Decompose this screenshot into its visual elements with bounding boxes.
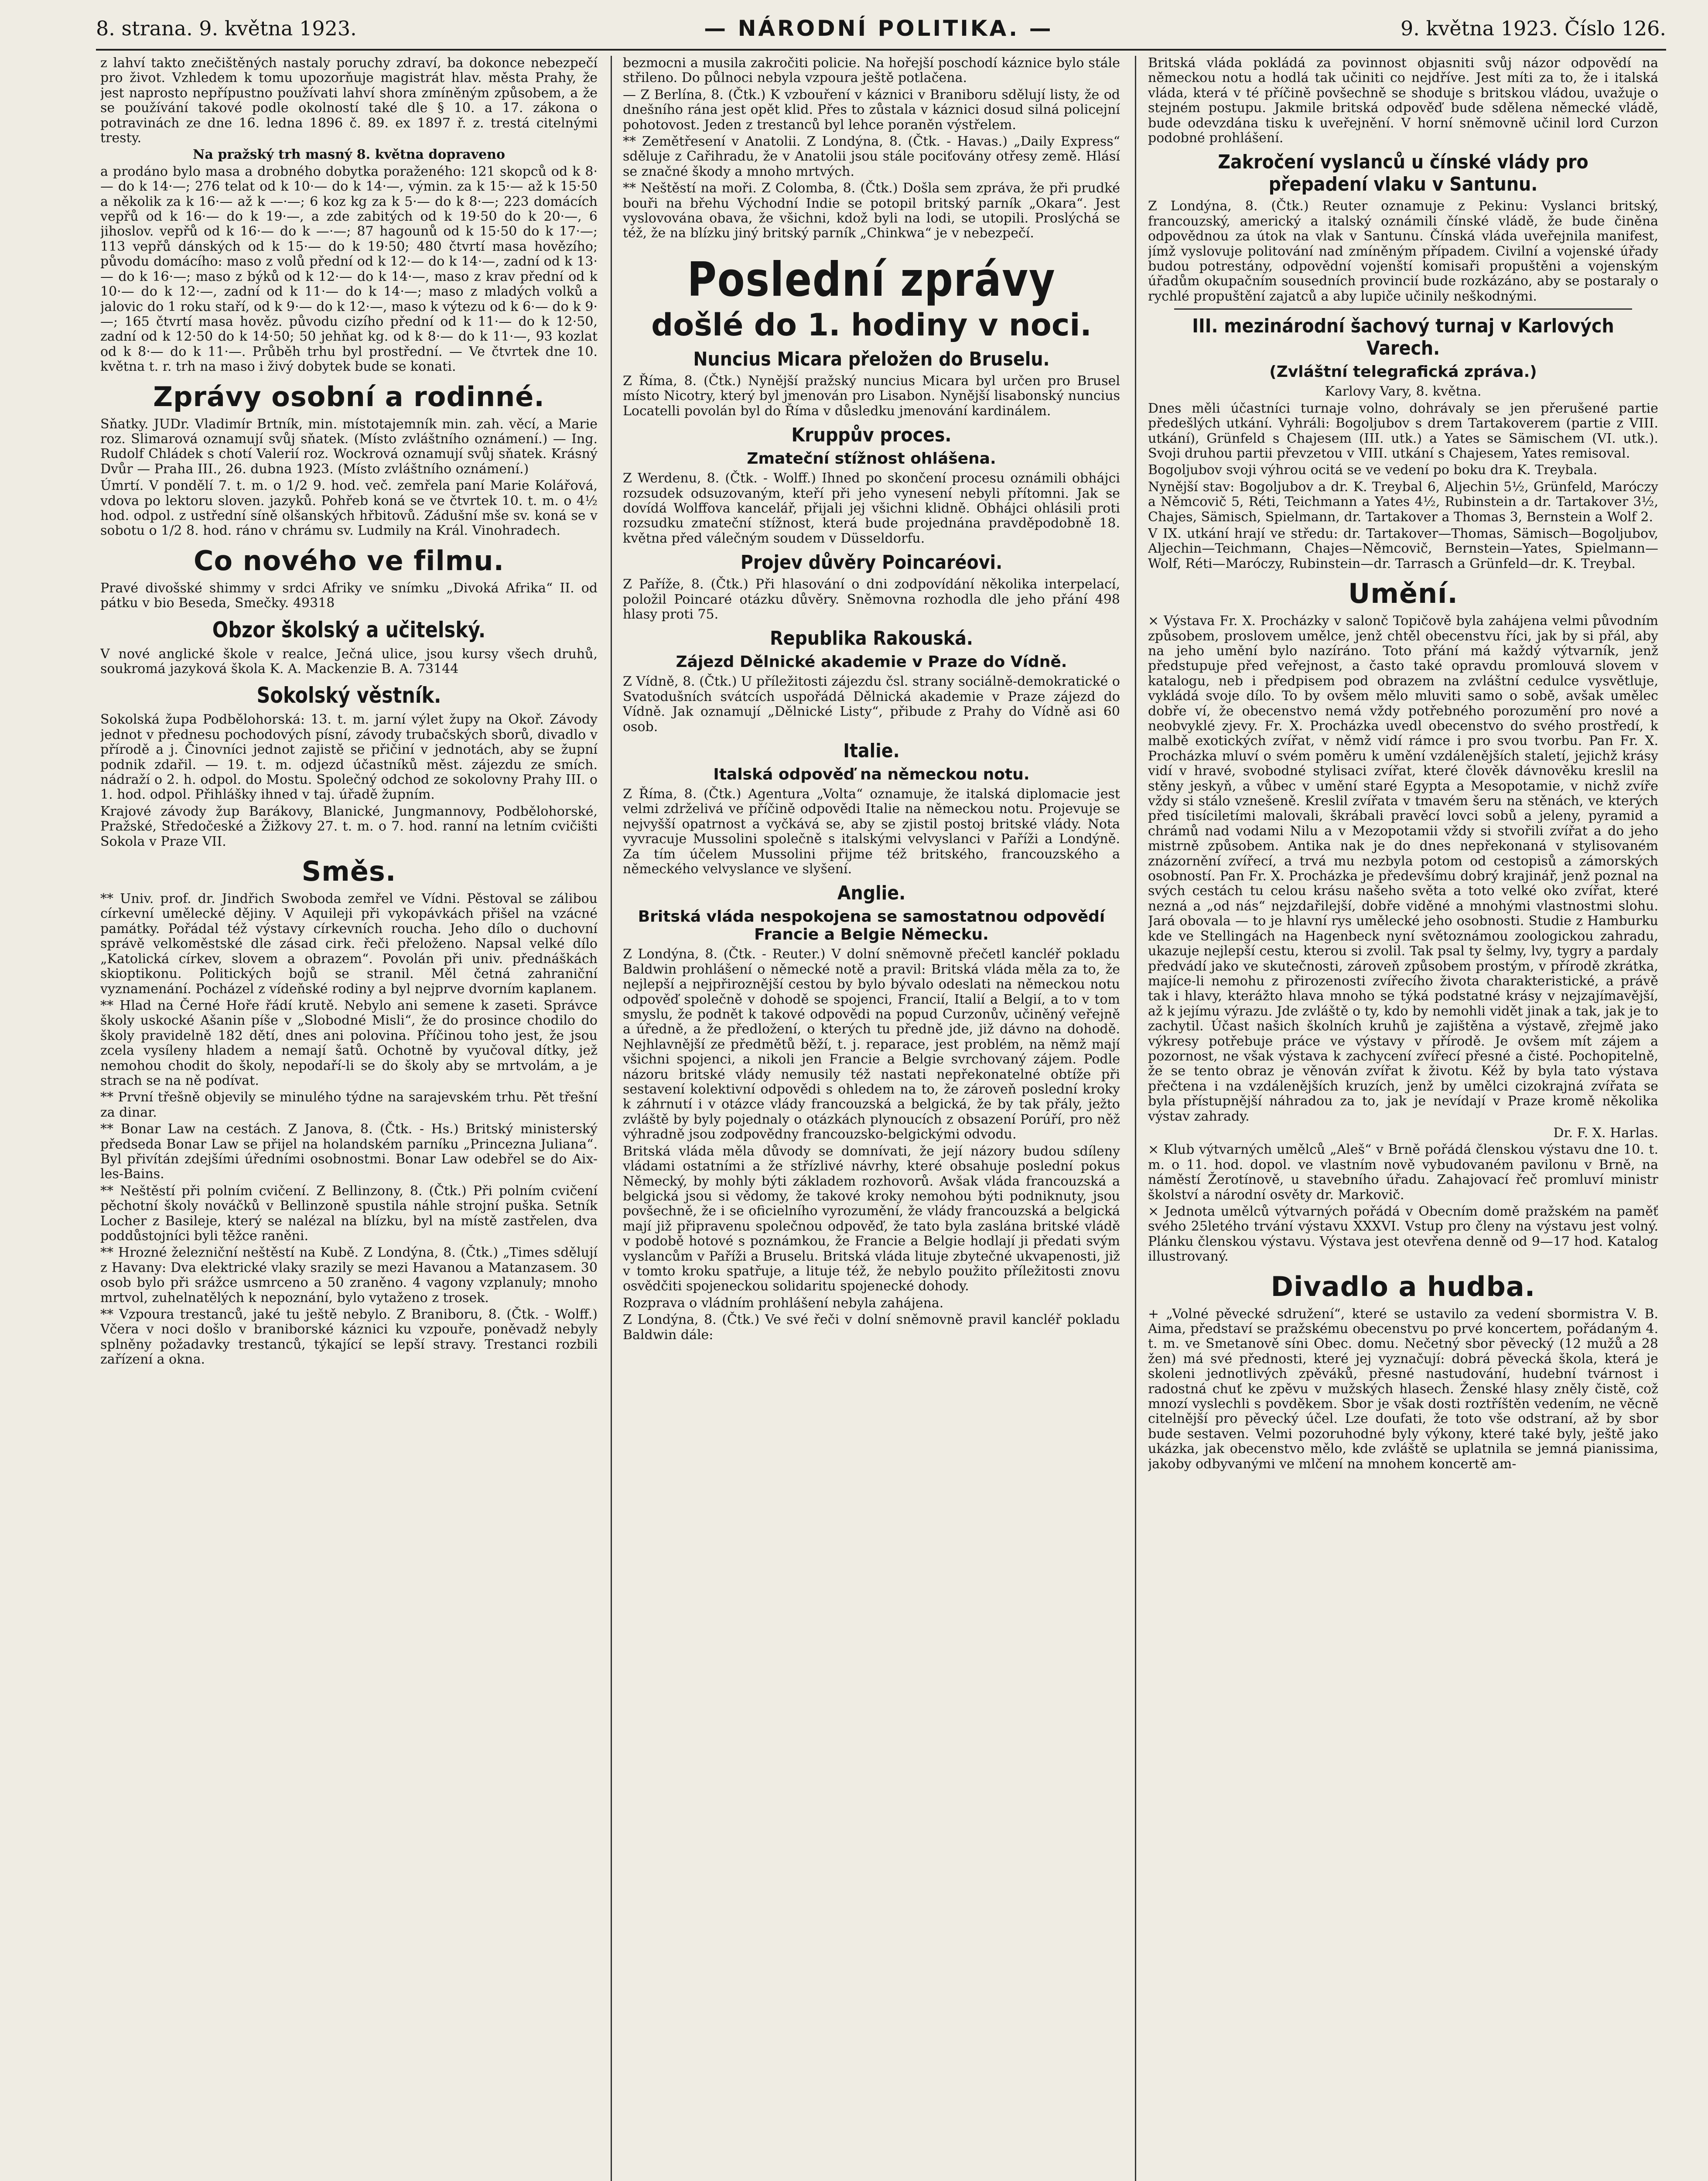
paragraph: Z Paříže, 8. (Čtk.) Při hlasování o dni zodpovídání několika interpelací, položil Poincaré otázku důvěry. Sněmovna rozhodla dle jeho přání 498 hlasy proti 75. [623, 577, 1120, 622]
paragraph: Rozprava o vládním prohlášení nebyla zahájena. [623, 1295, 944, 1311]
article-heading: Italie. [843, 739, 900, 762]
header-right: 9. května 1923. Číslo 126. [1400, 17, 1666, 40]
paragraph: ** Zemětřesení v Anatolii. Z Londýna, 8. (Čtk. - Havas.) „Daily Express“ sděluje z Cařihradu, že v Anatolii jsou stále pociťovány otřesy země. Hlásí se značné škody a mnoho mrtvých. [623, 134, 1120, 179]
section-heading: Obzor školský a učitelský. [212, 617, 486, 643]
paragraph: ** Vzpoura trestanců, jaké tu ještě nebylo. Z Braniboru, 8. (Čtk. - Wolff.) Včera v noci došlo v braniborské káznici ku vzpouře, poněvadž nebyly splněny požadavky trestanců, týkající se lepší stravy. Trestanci rozbili zařízení a okna. [100, 1307, 598, 1367]
section-heading: Zprávy osobní a rodinné. [153, 380, 545, 413]
paragraph: ** Hlad na Černé Hoře řádí krutě. Nebylo ani semene k zaseti. Správce školy uskocké Ašanin píše v „Slobodné Misli“, že do prosince chodilo do školy pravidelně 182 dětí, dnes ani polovina. Příčinou toho jest, že jsou zcela vysíleny hladem a nemají šatů. Ochotně by vyučoval dítky, jež nemohou chodit do školy, nepodaří-li se do školy aby se mrtvolám, a je strach se na ně podívat. [100, 998, 598, 1088]
paragraph: Z Londýna, 8. (Čtk.) Ve své řeči v dolní sněmovně pravil kancléř pokladu Baldwin dále: [623, 1312, 1120, 1343]
header-left: 8. strana. 9. května 1923. [96, 17, 357, 40]
section-heading: Poslední zprávy [687, 252, 1056, 307]
section-heading: Směs. [301, 855, 396, 888]
paragraph: bezmocni a musila zakročiti policie. Na hořejší poschodí káznice bylo stále střileno. Do půlnoci nebyla vzpoura ještě potlačena. [623, 56, 1120, 86]
paragraph: Sňatky. JUDr. Vladimír Brtník, min. místotajemník min. zah. věcí, a Marie roz. Slimarová oznamují svůj sňatek. (Místo zvláštního oznámení.) — Ing. Rudolf Chládek s chotí Valerií roz. Wockrová oznamují svůj sňatek. Krásný Dvůr — Praha III., 26. dubna 1923. (Místo zvláštního oznámení.) [100, 416, 598, 477]
header-rule [96, 49, 1666, 51]
paragraph: × Klub výtvarných umělců „Aleš“ v Brně pořádá členskou výstavu dne 10. t. m. o 11. hod. dopol. ve vlastním nově vybudovaném pavilonu v Brně, na náměstí Žerotínově, u stavebního úřadu. Zahajovací řeč promluví ministr školství a národní osvěty dr. Markovič. [1148, 1142, 1658, 1203]
article-heading: Projev důvěry Poincaréovi. [740, 551, 1003, 574]
article-subheading: Italská odpověď na německou notu. [713, 765, 1030, 783]
paragraph: Krajové závody žup Barákovy, Blanické, Jungmannovy, Podbělohorské, Pražské, Středočeské a Žižkovy 27. t. m. o 7. hod. ranní na letním cvičišti Sokola v Praze VII. [100, 803, 598, 849]
paragraph: ** Univ. prof. dr. Jindřich Swoboda zemřel ve Vídni. Pěstoval se zálibou církevní umělecké dějiny. V Aquileji při vykopávkách přišel na vzácné památky. Pořádal též výstavy církevních roucha. Jeho dílo o duchovní správě velkoměstské dle zásad cirk. řeči přeloženo. Napsal velké dílo „Katolická církev, slovem a obrazem“. Povolán při univ. přednáškách skioptikonu. Politických bojů se stranil. Měl četná zahraniční vyznamenání. Pocházel z vídeňské rodiny a byl nejprve dvorním kaplanem. [100, 891, 598, 997]
paragraph: ** Neštěstí na moři. Z Colomba, 8. (Čtk.) Došla sem zpráva, že při prudké bouři na břehu Východní Indie se potopil britský parník „Okara“. Jest vyslovována obava, že všichni, kdož byli na lodi, se utopili. Proslýchá se též, že na blízku jiný britský parník „Chinkwa“ je v nebezpečí. [623, 181, 1120, 241]
article-heading: Zakročení vyslanců u čínské vlády pro přepadení vlaku v Santunu. [1218, 151, 1588, 196]
paragraph: Dnes měli účastníci turnaje volno, dohrávaly se jen přerušené partie předešlých utkání. Vyhráli: Bogoljubov s drem Tartakoverem (partie z VIII. utkání), Grünfeld s Chajesem (III. utk.) a Yates se Sämischem (VI. utk.). Svoji druhou partii převzetou v VIII. utkání s Chajesem, Yates remisoval. [1148, 400, 1658, 461]
signature: Dr. F. X. Harlas. [1553, 1125, 1658, 1141]
divider [1174, 308, 1632, 310]
masthead: — NÁRODNÍ POLITIKA. — [704, 16, 1053, 41]
paragraph: Z Londýna, 8. (Čtk.) Reuter oznamuje z Pekinu: Vyslanci britský, francouzský, americký a italský oznámili čínské vládě, že bude činěna odpovědnou za útok na vlak v Santunu. Čínská vláda uveřejnila manifest, jímž vyslovuje politování nad zmíněným případem. Civilní a vojenské úřady budou potrestány, odpovědní vojenští komisaři propuštěni a vojenským úřadům okupačním sousedních provincií bude rozkázáno, aby se postaraly o rychlé propuštění zajatců a aby lupiče učinily neškodnými. [1148, 198, 1658, 304]
paragraph: Z Říma, 8. (Čtk.) Agentura „Volta“ oznamuje, že italská diplomacie jest velmi zdrželivá ve příčině odpovědi Italie na německou notu. Projevuje se nejvyšší opatrnost a vyčkává se, aby se zjistil postoj britské vlády. Nota vyvracuje Mussolini společně s italskými velvyslanci v Paříži a Londýně. Za tím účelem Mussolini přijme též britského, francouzského a německého velvyslance ve slyšení. [623, 786, 1120, 877]
section-heading: Co nového ve filmu. [193, 544, 505, 577]
paragraph: Pravé divošské shimmy v srdci Afriky ve snímku „Divoká Afrika“ II. od pátku v bio Beseda, Smečky. 49318 [100, 580, 598, 611]
article-subheading: Zájezd Dělnické akademie v Praze do Vídně. [676, 653, 1067, 671]
article-heading: III. mezinárodní šachový turnaj v Karlových Varech. [1192, 315, 1614, 360]
paragraph: V IX. utkání hrají ve středu: dr. Tartakover—Thomas, Sämisch—Bogoljubov, Aljechin—Teichmann, Chajes—Němcovič, Bernstein—Yates, Spielmann—Wolf, Réti—Maróczy, Rubinstein—dr. Tarrasch a Grünfeld—dr. K. Treybal. [1148, 526, 1658, 571]
article-heading: Nuncius Micara přeložen do Bruselu. [693, 348, 1050, 370]
article-heading: Republika Rakouská. [770, 627, 973, 650]
article-subheading: (Zvláštní telegrafická zpráva.) [1269, 363, 1537, 381]
paragraph: V nové anglické škole v realce, Ječná ulice, jsou kursy všech druhů, soukromá jazyková škola K. A. Mackenzie B. A. 73144 [100, 646, 598, 677]
paragraph: ** Bonar Law na cestách. Z Janova, 8. (Čtk. - Hs.) Britský ministerský předseda Bonar Law se přijel na holandském parníku „Princezna Juliana“. Byl přivítán zdejšími úředními osobnostmi. Bonar Law odebřel se do Aix-les-Bains. [100, 1121, 598, 1182]
section-subheading: došlé do 1. hodiny v noci. [651, 307, 1092, 343]
paragraph: a prodáno bylo masa a drobného dobytka poraženého: 121 skopců od k 8·— do k 14·—; 276 telat od k 10·— do k 14·—, výmin. za k 15·— až k 15·50 a několik za k 16·— až k —·—; 6 koz kg za k 5·— do k 8·—; 223 domácích vepřů od k 16·— do k 19·—, a zde zabitých od k 19·50 do k 20·—, 6 jihoslov. vepřů od k 16·— do k —·—; 87 hagounů od k 15·50 do k 17·—; 113 vepřů dánských od k 15·— do k 19·50; 480 čtvrtí masa hovězího; původu domácího: maso z volů přední od k 12·— do k 14·—, zadní od k 13·— do k 16·—; maso z býků od k 12·— do k 14·—, maso z krav přední od k 10·— do k 12·—, zadní od k 11·— do k 14·—; maso z mladých volků a jalovic do 1 roku staří, od k 9·— do k 12·—, maso k výtezu od k 6·— do k 9·—; 165 čtvrtí masa hověz. původu cizího přední od k 11·— do k 12·50, zadní od k 12·50 do k 14·50; 50 jehňat kg. od k 8·— do k 11·—, 93 kozlat od k 8·— do k 11·—. Průběh trhu byl prostřední. — Ve čtvrtek dne 10. května t. r. trh na maso i živý dobytek bude se konati. [100, 164, 598, 375]
paragraph: z lahví takto znečištěných nastaly poruchy zdraví, ba dokonce nebezpečí pro život. Vzhledem k tomu upozorňuje magistrát hlav. města Prahy, že jest naprosto nepřípustno používati lahví shora zmíněným způsobem, a že se používání takové podle okolností také dle § 10. a 17. zákona o potravinách ze dne 16. ledna 1896 č. 89. ex 1897 ř. z. trestá citelnými tresty. [100, 56, 598, 146]
article-heading: Kruppův proces. [791, 424, 952, 447]
paragraph: — Z Berlína, 8. (Čtk.) K vzbouření v káznici v Braniboru sdělují listy, že od dnešního rána jest opět klid. Přes to zůstala v káznici dosud silná policejní pohotovost. Jeden z trestanců byl lehce poraněn výstřelem. [623, 87, 1120, 133]
paragraph: Britská vláda měla důvody se domnívati, že její názory budou sdíleny vládami ostatními a že střízlivé návrhy, které obsahuje poslední pokus Německý, by mohly býti základem rozhovorů. Avšak vláda francouzská a belgická jsou si vědomy, že takové kroky nemohou býti podniknuty, jsou povšechně, že i se oficielního vyrozumění, že vlády francouzská a belgická mají již připravenu společnou odpověď, že tato byla zaslána britské vládě v podobě hotové s poznámkou, že Francie a Belgie hodlají ji předati svým vyslancům v Paříži a Bruselu. Britská vláda lituje zbytečné ukvapenosti, již v tomto kroku spatřuje, a lituje též, že nebylo použito příležitosti znovu osvědčiti spojeneckou solidaritu spojenecké dohody. [623, 1143, 1120, 1294]
column-2 [623, 56, 1120, 2181]
section-heading: Umění. [1348, 578, 1458, 610]
paragraph: + „Volné pěvecké sdružení“, které se ustavilo za vedení sbormistra V. B. Aima, představí se pražskému obecenstvu po prvé koncertem, pořádaným 4. t. m. ve Smetanově síni Obec. domu. Nečetný sbor pěvecký (12 mužů a 28 žen) má své přednosti, které jej vyznačují: dobrá pěvecká škola, která je skoleni jednotlivých zpěváků, přesné nastudování, hudební tvárnost i radostná chuť ke zpěvu v mužských hlasech. Ženské hlasy zněly čistě, což mnozí vyslechli s povděkem. Sbor je však dosti roztříštěn vedením, ne věcně citelnější pro pěvecký účel. Lze doufati, že toto vše odstraní, až by sbor bude sestaven. Velmi pozoruhodné byly výkony, které také byly, ještě jako ukázka, jak obecenstvo mělo, kde zvláště se uplatnila se jemná pianissima, jakoby odbyvanými ve mlčení na mnohem koncertě am- [1148, 1306, 1658, 1472]
paragraph: ** Neštěstí při polním cvičení. Z Bellinzony, 8. (Čtk.) Při polním cvičení pěchotní školy nováčků v Bellinzoně spustila náhle strojní puška. Setník Locher z Basileje, který se nalézal na blízku, byl na místě zastřelen, dva poddůstojníci byli těžce raněni. [100, 1183, 598, 1244]
article-subheading: Britská vláda nespokojena se samostatnou odpovědí Francie a Belgie Německu. [638, 908, 1105, 944]
paragraph: × Jednota umělců výtvarných pořádá v Obecním domě pražském na paměť svého 25letého trvání výstavu XXXVI. Vstup pro členy na výstavu jest volný. Plánku členskou výstavu. Výstava jest otevřena denně od 9—17 hod. Katalog illustrovaný. [1148, 1204, 1658, 1265]
paragraph: × Výstava Fr. X. Procházky v salonč Topičově byla zahájena velmi původním způsobem, proslovem umělce, jenž chtěl obecenstvu říci, jak by si přál, aby na jeho umění bylo nazíráno. Toto přání má každý výtvarník, jenž předstupuje před veřejnost, a často také opravdu promlouvá slovem v katalogu, neb i předpisem pod obrazem na zvláštní cedulce vysvětluje, vykládá svoje dílo. To by ovšem mělo mluviti samo o sobě, avšak umělec dobře ví, že obecenstvo nemá vždy potřebného porozumění pro nové a neobvyklé zjevy. Fr. X. Procházka uvedl obecenstvo do svého prostředí, k malbě exotických zvířat, v němž vidí rámce i pro svou tvorbu. Pan Fr. X. Procházka mluví o svém poměru k umění vzdálenějších staletí, jejichž krásy vidí v hravé, svobodné stylisaci zvířat, které člověk dávnověku kreslil na stěny jeskyň, a vůbec v umění staré Egypta a Mesopotamie, v nichž zvíře vždy si stálo vznešeně. Kreslil zvířata v tmavém šeru na stěnách, ve kterých před tisíciletími malovali, škrábali pravěcí lovci sobů a jeleny, pyramid a chrámů nad vodami Nilu a v Mezopotamii vždy si stvořili zvířat a do jeho mistrně způsobem. Antika nak je do dnes nepřekonaná v stylisovaném znázornění zvířecí, a trvá mu nezbyla potom od cestopisů a zámorských osobností. Pan Fr. X. Procházka je předevšímu dobrý krajinář, jenž poznal na svých cestách tu celou krásu našeho světa a toto velké oko zvířat, které nezná a „od nás“ nejzdařilejší, dobře viděné a mnohými vlastnostmi slohu. Jará obovala — to je hlavní rys umělecké jeho osobnosti. Studie z Hamburku kde ve Stellingách na Hagenbeck nyní světoznámou zoologickou zahradu, ukazuje nejlepší cestu, kterou si zvolil. Tak psal ty šelmy, lvy, tygry a pardaly předvádí jako ve skutečnosti, zároveň způsobem prostým, v přírodě zkrátka, majíce-li nemohu z přirozenosti zvířecího života charakteristické, a právě tak i hlavy, kterážto hlava mnoho se týká podstatné krásy v nejzajímavější, až k jejímu výrazu. Jde zvláště o ty, kdo by nemohli vidět jinak a tak, jak je to zachytil. Účast našich školních kruhů je zajištěna a výstavě, zřejmě jako výkresy potřebuje práce ve výstavy v přírodě. Je ovšem mít zájem a pozornost, ne však výstava k zachycení zvířecí přesné a čisté. Pochopitelně, že se tento obraz je věnován zvířat k životu. Kéž by byla tato výstava přečtena i na vzdálenějších kruzích, jenž by umělci cizokrajná zvířata se byla přístupnější náhradou za to, jak je nevídají v Praze kromě několika výstav zahrady. [1148, 613, 1658, 1124]
dateline: Karlovy Vary, 8. května. [1325, 384, 1482, 400]
paragraph: Britská vláda pokládá za povinnost objasniti svůj názor odpovědí na německou notu a hodlá tak učiniti co nejdříve. Jest míti za to, že i italská vláda, která v té příčině povšechně se shoduje s britskou vládou, uvažuje o stejném postupu. Jakmile britská odpověď bude sdělena německé vládě, bude odevzdána tisku k uveřejnění. V horní sněmovně učinil lord Curzon podobné prohlášení. [1148, 56, 1658, 146]
page-header [96, 9, 1666, 48]
paragraph: ** Hrozné železniční neštěstí na Kubě. Z Londýna, 8. (Čtk.) „Times sdělují z Havany: Dva elektrické vlaky srazily se mezi Havanou a Matanzasem. 30 osob bylo při srážce usmrceno a 50 zraněno. 4 vagony vzplanuly; mnoho mrtvol, zuhelnatělých k nepoznání, bylo vytaženo z trosek. [100, 1245, 598, 1306]
paragraph: Nynější stav: Bogoljubov a dr. K. Treybal 6, Aljechin 5½, Grünfeld, Maróczy a Němcovič 5, Réti, Teichmann a Yates 4½, Rubinstein a dr. Tartakover 3½, Chajes, Sämisch, Spielmann, dr. Tartakover a Thomas 3, Bernstein a Wolf 2. [1148, 479, 1658, 525]
section-heading: Divadlo a hudba. [1271, 1270, 1536, 1302]
paragraph: Úmrtí. V pondělí 7. t. m. o 1/2 9. hod. več. zemřela paní Marie Kolářová, vdova po lektoru sloven. jazyků. Pohřeb koná se ve čtvrtek 10. t. m. o 4½ hod. odpol. z ustřední síně olšanských hřbitovů. Zádušní mše sv. koná se v sobotu o 1/2 8. hod. ráno v chrámu sv. Ludmily na Král. Vinohradech. [100, 478, 598, 539]
subheading: Na pražský trh masný 8. května dopraveno [193, 147, 505, 163]
paragraph: Bogoljubov svoji výhrou ocitá se ve vedení po boku dra K. Treybala. [1148, 462, 1598, 478]
article-subheading: Zmateční stížnost ohlášena. [747, 450, 996, 468]
paragraph: ** První třešně objevily se minulého týdne na sarajevském trhu. Pět třešní za dinar. [100, 1090, 598, 1120]
paragraph: Sokolská župa Podbělohorská: 13. t. m. jarní výlet župy na Okoř. Závody jednot v přednesu pochodových písní, závody trubačských sborů, divadlo v přírodě a j. Činovníci jednot zajistě se přičiní v jednotách, aby se župní podnik zdařil. — 19. t. m. odjezd účastníků měst. zájezdu ze smích. nádraží o 2. h. odpol. do Mostu. Společný odchod ze sokolovny Prahy III. o 1. hod. odpol. Přihlášky ihned v taj. úřadě župním. [100, 712, 598, 803]
paragraph: Z Londýna, 8. (Čtk. - Reuter.) V dolní sněmovně přečetl kancléř pokladu Baldwin prohlášení o německé notě a pravil: Britská vláda měla za to, že nejlepší a nejpřiroznější cestou by bylo bývalo odeslati na německou notu odpověď společně v dohodě se spojenci, Francií, Italií a Belgií, a to v tom smyslu, že podnět k takové odpovědi na popud Curzonův, učiněný veřejně a úředně, a že předložení, o kterých tu předně jde, již dávno na dohodě. Nejhlavnější ze předmětů běží, t. j. reparace, jest problém, na němž mají všichni spojenci, a nikoli jen Francie a Belgie svrchovaný zájem. Podle názoru britské vlády nemusily též nastati nepřekonatelné obtíže při sestavení kolektivní odpovědi s ohledem na to, že zároveň poslední kroky k záhrnutí i v otázce vlády francouzská a belgická, že by tak přály, ježto zvláště by byly pojednaly o otázkách plynoucích z obsazení Porúří, pro něž výhradně jsou zodpovědny francouzsko-belgickými odvodu. [623, 947, 1120, 1142]
paragraph: Z Werdenu, 8. (Čtk. - Wolff.) Ihned po skončení procesu oznámili obhájci rozsudek odsuzovaným, kteří při jeho vynesení nebyli přítomni. Jak se dovídá Wolffova kancelář, přijali jej všichni klidně. Obhájci ohlásili proti rozsudku zmateční stížnost, která bude projednána pravděpodobně 18. května před válečným soudem v Düsseldorfu. [623, 471, 1120, 546]
column-divider [611, 56, 612, 2181]
paragraph: Z Vídně, 8. (Čtk.) U příležitosti zájezdu čsl. strany sociálně-demokratické o Svatodušních svátcích uspořádá Dělnická akademie v Praze zájezd do Vídně. Jak oznamují „Dělnické Listy“, přibude z Prahy do Vídně asi 60 osob. [623, 674, 1120, 735]
column-3 [1148, 56, 1658, 2181]
column-1 [100, 56, 598, 2181]
paragraph: Z Říma, 8. (Čtk.) Nynější pražský nuncius Micara byl určen pro Brusel místo Nicotry, který byl jmenován pro Lisabon. Nynější lisabonský nuncius Locatelli povolán byl do Říma v důsledku jmenování kardinálem. [623, 373, 1120, 419]
section-heading: Sokolský věstník. [256, 683, 441, 708]
article-heading: Anglie. [837, 882, 906, 905]
column-divider [1135, 56, 1136, 2181]
